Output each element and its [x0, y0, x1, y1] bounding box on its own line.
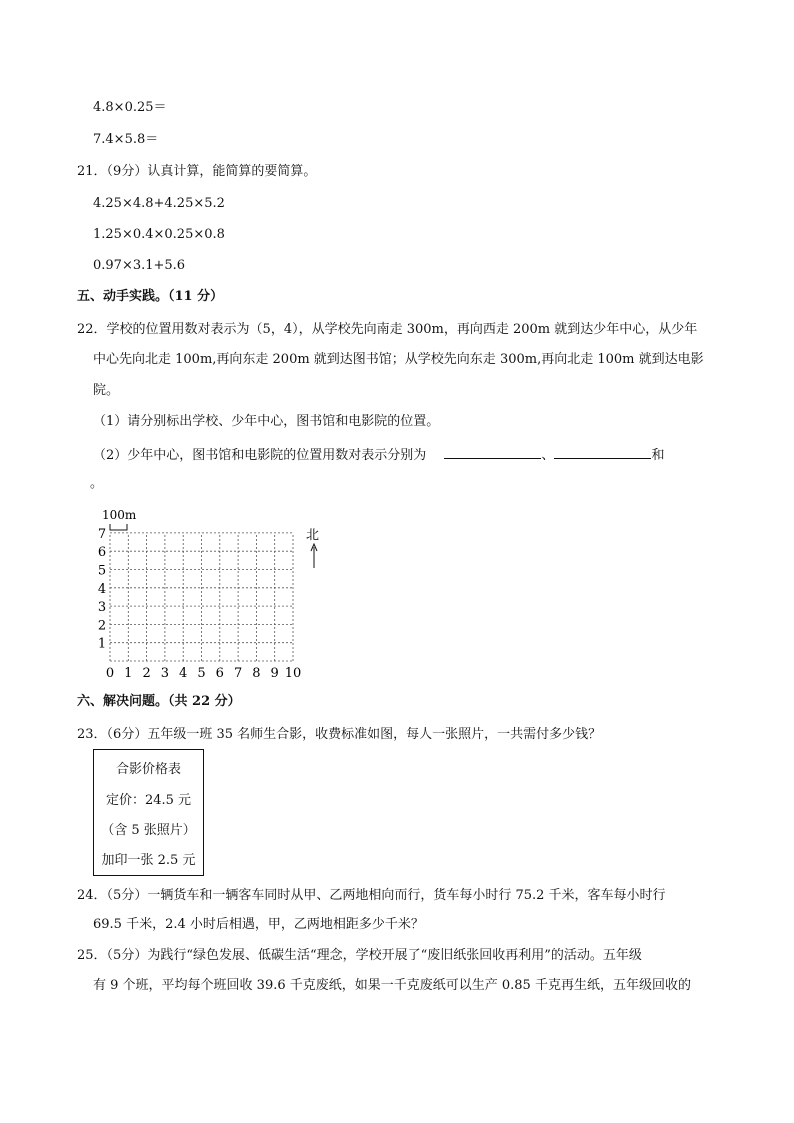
question-21: 21．（9分）认真计算，能简算的要简算。 — [77, 164, 317, 179]
x-tick-label: 1 — [124, 666, 133, 681]
y-tick-label: 4 — [97, 581, 107, 597]
q22-and: 和 — [651, 448, 665, 463]
q21-expression-3: 0.97×3.1+5.6 — [93, 258, 186, 273]
question-25-line-1: 25．（5分）为践行“绿色发展、低碳生活“理念，学校开展了“废旧纸张回收再利用”的活动。五年级 — [77, 948, 642, 963]
y-tick-label: 7 — [97, 526, 107, 542]
scale-bracket — [110, 524, 127, 530]
price-table-box — [93, 749, 204, 876]
price-table-price: 定价：24.5 元 — [105, 793, 192, 808]
q22-sub-2-text: （2）少年中心，图书馆和电影院的位置用数对表示分别为 — [93, 448, 427, 463]
x-tick-label: 9 — [270, 666, 279, 681]
grid-lines — [110, 533, 293, 661]
question-25-line-2: 有 9 个班，平均每个班回收 39.6 千克废纸，如果一千克废纸可以生产 0.85 千克再生纸，五年级回收的 — [93, 978, 691, 993]
x-tick-label: 8 — [252, 666, 261, 681]
question-24-line-1: 24．（5分）一辆货车和一辆客车同时从甲、乙两地相向而行，货车每小时行 75.2 千米，客车每小时行 — [77, 888, 666, 903]
x-tick-label: 0 — [105, 666, 115, 681]
x-tick-label: 4 — [179, 666, 188, 681]
x-tick-label: 5 — [197, 666, 206, 681]
y-axis-ticks — [98, 527, 106, 652]
y-tick-label: 2 — [97, 618, 107, 634]
x-tick-label: 2 — [142, 666, 151, 681]
q21-expression-2: 1.25×0.4×0.25×0.8 — [93, 227, 225, 242]
price-table-extra: 加印一张 2.5 元 — [101, 853, 196, 868]
x-tick-label: 10 — [284, 666, 302, 681]
question-22-line-2: 中心先向北走 100m,再向东走 200m 就到达图书馆；从学校先向东走 300m,再向北走 100m 就到达电影 — [93, 352, 704, 367]
x-tick-label: 7 — [233, 666, 243, 681]
y-tick-label: 5 — [97, 563, 107, 579]
answer-blank-2[interactable] — [554, 444, 651, 459]
section-5-heading: 五、动手实践。（11 分） — [77, 289, 224, 304]
q22-separator: 、 — [541, 448, 555, 463]
x-tick-label: 6 — [215, 666, 224, 681]
x-axis-ticks — [106, 666, 301, 681]
price-table-title: 合影价格表 — [115, 762, 181, 777]
scale-label: 100m — [102, 508, 137, 522]
q21-expression-1: 4.25×4.8+4.25×5.2 — [93, 196, 225, 211]
question-22-line-1: 22．学校的位置用数对表示为（5，4），从学校先向南走 300m，再向西走 200m 就到达少年中心，从少年 — [77, 322, 698, 337]
price-table-note: （含 5 张照片） — [101, 823, 196, 838]
section-6-heading: 六、解决问题。（共 22 分） — [77, 694, 241, 709]
question-23: 23．（6分）五年级一班 35 名师生合影，收费标准如图，每人一张照片，一共需付多少钱？ — [77, 727, 602, 742]
q22-end-mark: 。 — [90, 476, 104, 491]
question-24-line-2: 69.5 千米，2.4 小时后相遇，甲，乙两地相距多少千米？ — [93, 917, 424, 932]
question-22-sub-1: （1）请分别标出学校、少年中心，图书馆和电影院的位置。 — [93, 414, 440, 429]
question-22-sub-2 — [93, 444, 664, 466]
y-tick-label: 1 — [97, 636, 107, 652]
question-22-line-3: 院。 — [93, 383, 120, 398]
answer-blank-1[interactable] — [444, 444, 541, 459]
y-tick-label: 6 — [97, 545, 107, 561]
calc-line-a: 4.8×0.25＝ — [93, 100, 167, 115]
x-tick-label: 3 — [160, 666, 170, 681]
y-tick-label: 3 — [97, 600, 107, 616]
north-label: 北 — [306, 528, 320, 543]
coordinate-grid — [90, 502, 340, 682]
calc-line-b: 7.4×5.8＝ — [93, 132, 159, 147]
